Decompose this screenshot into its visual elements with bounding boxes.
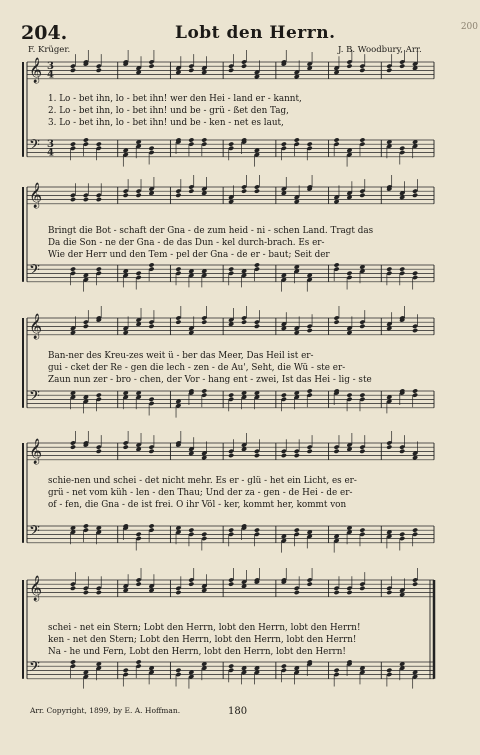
note-head [359,137,365,142]
note-head [201,388,207,393]
treble-clef-icon: 𝄞 [29,439,43,464]
note-head [228,581,234,586]
hymn-number: 204. [21,22,68,44]
lyric-verse-1: Ban-ner des Kreu-zes weit ü - ber das Meer, Das Heil ist er- [48,351,314,361]
note-head [228,68,234,73]
note-head [96,590,102,595]
note-head [241,188,247,193]
note-head [333,319,339,324]
treble-clef-icon: 𝄞 [29,576,43,601]
note-head [359,586,365,591]
lyrics-system-3 [48,350,434,386]
note-head [359,392,365,397]
note-head [241,319,247,324]
note-head [281,392,287,397]
note-head [228,663,234,668]
lyric-verse-3: 3. Lo - bet ihn, lo - bet ihn! und be - ken - net es laut, [48,118,284,128]
lyric-verse-2: 2. Lo - bet ihn, lo - bet ihn! und be - grü - ßet den Tag, [48,106,289,116]
note-head [412,581,418,586]
lyrics-system-2 [48,225,434,261]
note-head [399,146,405,151]
note-head [83,324,89,329]
treble-clef-icon: 𝄞 [29,58,43,83]
note-head [412,328,418,333]
note-head [148,324,154,329]
note-head [386,590,392,595]
note-head [83,197,89,202]
note-head [70,586,76,591]
note-head [96,266,102,271]
note-head [294,453,300,458]
note-head [281,141,287,146]
note-head [175,590,181,595]
note-head [399,63,405,68]
note-head [412,193,418,198]
bass-clef-icon: 𝄢 [29,137,40,157]
treble-clef-icon: 𝄞 [29,183,43,208]
note-head [70,68,76,73]
lyric-verse-3: Na - he und Fern, Lobt den Herrn, lobt den Herrn, lobt den Herrn! [48,647,346,657]
note-head [307,449,313,454]
note-head [386,266,392,271]
note-head [83,523,89,528]
note-head [148,449,154,454]
note-head [228,266,234,271]
corner-page-number: 200 [460,22,478,32]
lyric-verse-3: Zaun nun zer - bro - chen, der Vor - hang ent - zwei, Ist das Hei - lig - ste [48,375,372,385]
note-head [96,68,102,73]
lyric-verse-3: Wie der Herr und den Tem - pel der Gna - de er - baut; Seit der [48,250,330,260]
note-head [307,328,313,333]
note-head [294,137,300,142]
note-head [70,444,76,449]
note-head [148,63,154,68]
hymn-title: Lobt den Herrn. [175,23,336,43]
note-head [201,532,207,537]
note-head [254,453,260,458]
note-head [136,659,142,664]
copyright-notice: Arr. Copyright, 1899, by E. A. Hoffman. [30,706,181,715]
note-head [148,262,154,267]
bass-clef-icon: 𝄢 [29,523,40,543]
lyric-verse-1: schie-nen und schei - det nicht mehr. Es er - glü - het ein Licht, es er- [48,476,357,486]
note-head [359,527,365,532]
note-head [228,453,234,458]
note-head [123,668,129,673]
lyrics-system-5 [48,622,434,658]
note-head [201,137,207,142]
note-head [307,388,313,393]
time-signature: 3 [47,139,54,150]
lyrics-system-4 [48,475,434,511]
note-head [412,388,418,393]
lyric-verse-3: of - fen, die Gna - de ist frei. O ihr Völ - ker, kommt her, kommt von [48,500,347,510]
composer-credit: F. Krüger. [28,45,71,55]
lyric-verse-2: Da die Son - ne der Gna - de das Dun - kel durch-brach. Es er- [48,238,325,248]
note-head [175,668,181,673]
note-head [254,262,260,267]
bass-clef-icon: 𝄢 [29,659,40,679]
note-head [136,532,142,537]
note-head [281,663,287,668]
lyric-verse-2: gui - cket der Re - gen die lech - zen - de Au', Seht, die Wü - ste er- [48,363,346,373]
note-head [70,197,76,202]
note-head [346,63,352,68]
lyric-verse-2: ken - net den Stern; Lobt den Herrn, lobt den Herrn, lobt den Herrn! [48,635,357,645]
note-head [175,319,181,324]
note-head [333,449,339,454]
note-head [254,188,260,193]
note-head [96,141,102,146]
note-head [412,271,418,276]
note-head [386,668,392,673]
note-head [241,63,247,68]
lyric-verse-1: schei - net ein Stern; Lobt den Herrn, lobt den Herrn, lobt den Herrn! [48,623,361,633]
note-head [333,262,339,267]
note-head [123,444,129,449]
note-head [346,392,352,397]
note-head [70,141,76,146]
note-head [281,453,287,458]
note-head [228,392,234,397]
note-head [175,193,181,198]
note-head [399,449,405,454]
note-head [307,581,313,586]
note-head [294,590,300,595]
note-head [228,527,234,532]
note-head [386,68,392,73]
note-head [333,668,339,673]
note-head [83,137,89,142]
note-head [96,392,102,397]
note-head [346,590,352,595]
note-head [148,146,154,151]
note-head [175,266,181,271]
treble-clef-icon: 𝄞 [29,314,43,339]
note-head [333,590,339,595]
bass-clef-icon: 𝄢 [29,262,40,282]
note-head [188,188,194,193]
note-head [188,137,194,142]
arranger-credit: J. B. Woodbury, Arr. [338,45,422,55]
note-head [136,193,142,198]
note-head [359,449,365,454]
note-head [136,271,142,276]
note-head [83,590,89,595]
lyrics-system-1 [48,93,434,129]
note-head [386,444,392,449]
note-head [148,523,154,528]
note-head [399,266,405,271]
note-head [70,266,76,271]
time-signature: 3 [47,61,54,72]
note-head [123,193,129,198]
note-head [307,141,313,146]
note-head [96,449,102,454]
note-head [136,581,142,586]
note-head [70,659,76,664]
note-head [188,68,194,73]
note-head [346,271,352,276]
bass-clef-icon: 𝄢 [29,388,40,408]
note-head [254,527,260,532]
note-head [254,324,260,329]
note-head [359,68,365,73]
note-head [294,527,300,532]
note-head [188,527,194,532]
lyric-verse-2: grü - net vom küh - len - den Thau; Und der za - gen - de Hei - de er- [48,488,353,498]
note-head [96,197,102,202]
lyric-verse-1: Bringt die Bot - schaft der Gna - de zum heid - ni - schen Land. Tragt das [48,226,374,236]
page-number: 180 [228,706,248,717]
note-head [148,397,154,402]
note-head [201,319,207,324]
note-head [412,527,418,532]
lyric-verse-1: 1. Lo - bet ihn, lo - bet ihn! wer den Hei - land er - kannt, [48,94,302,104]
note-head [359,193,365,198]
note-head [359,324,365,329]
note-head [399,532,405,537]
note-head [228,141,234,146]
time-signature: 4 [47,147,54,159]
note-head [333,137,339,142]
time-signature: 4 [47,69,54,81]
note-head [188,581,194,586]
